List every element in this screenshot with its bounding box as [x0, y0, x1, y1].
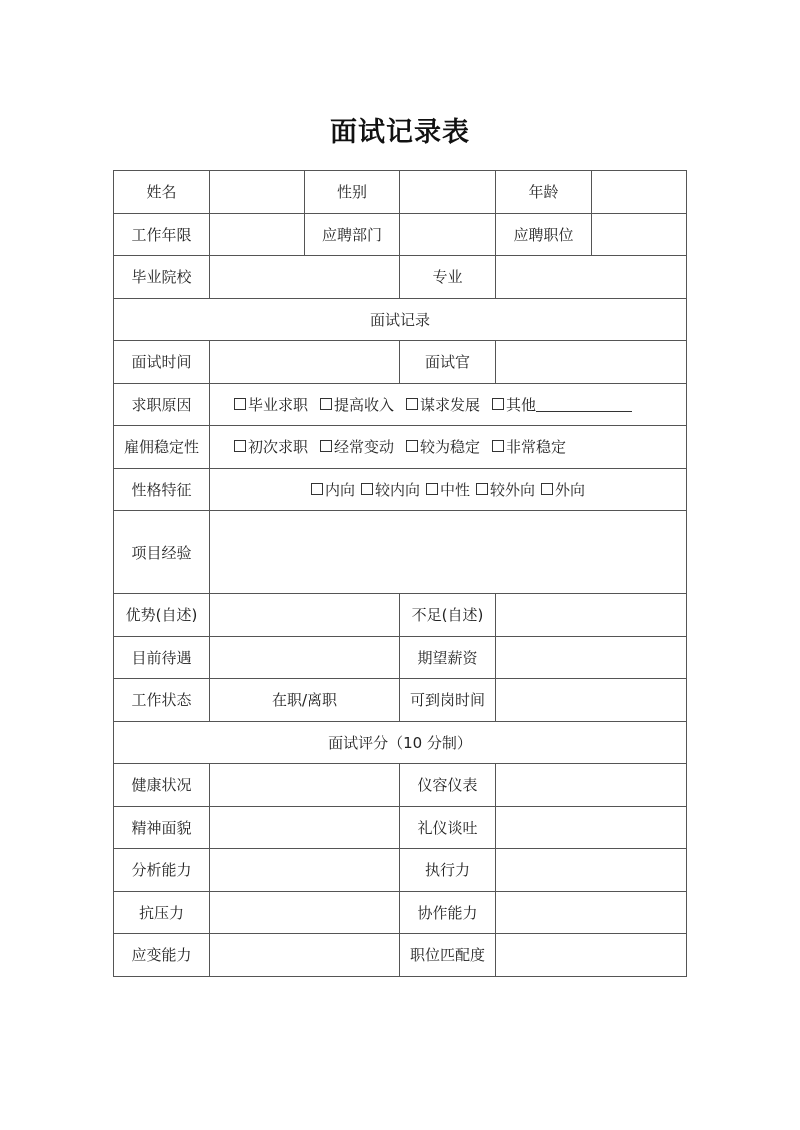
row-score-3: [114, 849, 687, 892]
checkbox[interactable]: [492, 440, 504, 452]
reason-option[interactable]: 提高收入: [320, 394, 394, 415]
record-section-header: 面试记录: [114, 298, 687, 341]
row-strengths: [114, 594, 687, 637]
interviewer-label: 面试官: [400, 341, 496, 384]
weaknesses-field[interactable]: [496, 594, 687, 637]
row-work-status: [114, 679, 687, 722]
checkbox[interactable]: [426, 483, 438, 495]
row-project-experience: [114, 511, 687, 594]
reason-option[interactable]: 毕业求职: [234, 394, 308, 415]
row-personality: [114, 468, 687, 511]
personality-label: 性格特征: [114, 468, 210, 511]
manners-score-field[interactable]: [496, 806, 687, 849]
current-pay-field[interactable]: [210, 636, 400, 679]
age-field[interactable]: [592, 171, 687, 214]
row-score-5: [114, 934, 687, 977]
reason-option[interactable]: 其他: [492, 394, 632, 415]
analysis-score-field[interactable]: [210, 849, 400, 892]
department-label: 应聘部门: [305, 213, 400, 256]
school-field[interactable]: [210, 256, 400, 299]
weaknesses-label: 不足(自述): [400, 594, 496, 637]
interviewer-field[interactable]: [496, 341, 687, 384]
stress-score-field[interactable]: [210, 891, 400, 934]
execution-label: 执行力: [400, 849, 496, 892]
gender-field[interactable]: [400, 171, 496, 214]
checkbox[interactable]: [234, 398, 246, 410]
analysis-label: 分析能力: [114, 849, 210, 892]
row-score-2: [114, 806, 687, 849]
job-match-label: 职位匹配度: [400, 934, 496, 977]
strengths-field[interactable]: [210, 594, 400, 637]
strengths-label: 优势(自述): [114, 594, 210, 637]
stability-label: 雇佣稳定性: [114, 426, 210, 469]
row-basic-1: [114, 171, 687, 214]
major-label: 专业: [400, 256, 496, 299]
checkbox[interactable]: [320, 440, 332, 452]
row-score-1: [114, 764, 687, 807]
personality-option[interactable]: 内向: [311, 479, 355, 500]
reason-option[interactable]: 谋求发展: [406, 394, 480, 415]
row-reason: [114, 383, 687, 426]
row-stability: [114, 426, 687, 469]
stability-option[interactable]: 非常稳定: [492, 436, 566, 457]
stability-options: [210, 426, 687, 469]
position-label: 应聘职位: [496, 213, 592, 256]
adaptability-label: 应变能力: [114, 934, 210, 977]
health-score-field[interactable]: [210, 764, 400, 807]
work-years-field[interactable]: [210, 213, 305, 256]
execution-score-field[interactable]: [496, 849, 687, 892]
project-experience-label: 项目经验: [114, 511, 210, 594]
available-date-label: 可到岗时间: [400, 679, 496, 722]
collaboration-score-field[interactable]: [496, 891, 687, 934]
checkbox[interactable]: [361, 483, 373, 495]
page-title: 面试记录表: [330, 117, 470, 148]
work-status-label: 工作状态: [114, 679, 210, 722]
checkbox[interactable]: [311, 483, 323, 495]
health-label: 健康状况: [114, 764, 210, 807]
row-score-4: [114, 891, 687, 934]
major-field[interactable]: [496, 256, 687, 299]
checkbox[interactable]: [234, 440, 246, 452]
checkbox[interactable]: [541, 483, 553, 495]
spirit-score-field[interactable]: [210, 806, 400, 849]
stress-label: 抗压力: [114, 891, 210, 934]
project-experience-field[interactable]: [210, 511, 687, 594]
expected-salary-field[interactable]: [496, 636, 687, 679]
stability-option[interactable]: 初次求职: [234, 436, 308, 457]
current-pay-label: 目前待遇: [114, 636, 210, 679]
manners-label: 礼仪谈吐: [400, 806, 496, 849]
row-interview-time: [114, 341, 687, 384]
appearance-score-field[interactable]: [496, 764, 687, 807]
available-date-field[interactable]: [496, 679, 687, 722]
expected-salary-label: 期望薪资: [400, 636, 496, 679]
personality-options: [210, 468, 687, 511]
work-years-label: 工作年限: [114, 213, 210, 256]
row-record-section: [114, 298, 687, 341]
personality-option[interactable]: 较外向: [476, 479, 535, 500]
spirit-label: 精神面貌: [114, 806, 210, 849]
checkbox[interactable]: [476, 483, 488, 495]
job-match-score-field[interactable]: [496, 934, 687, 977]
stability-option[interactable]: 较为稳定: [406, 436, 480, 457]
position-field[interactable]: [592, 213, 687, 256]
stability-option[interactable]: 经常变动: [320, 436, 394, 457]
gender-label: 性别: [305, 171, 400, 214]
interview-time-field[interactable]: [210, 341, 400, 384]
checkbox[interactable]: [406, 440, 418, 452]
personality-option[interactable]: 外向: [541, 479, 585, 500]
reason-label: 求职原因: [114, 383, 210, 426]
score-section-header: 面试评分（10 分制）: [114, 721, 687, 764]
name-label: 姓名: [114, 171, 210, 214]
personality-option[interactable]: 较内向: [361, 479, 420, 500]
row-basic-2: [114, 213, 687, 256]
name-field[interactable]: [210, 171, 305, 214]
row-score-section: [114, 721, 687, 764]
checkbox[interactable]: [492, 398, 504, 410]
checkbox[interactable]: [406, 398, 418, 410]
reason-options: [210, 383, 687, 426]
row-basic-3: [114, 256, 687, 299]
department-field[interactable]: [400, 213, 496, 256]
school-label: 毕业院校: [114, 256, 210, 299]
interview-time-label: 面试时间: [114, 341, 210, 384]
row-pay: [114, 636, 687, 679]
interview-record-table: [113, 170, 687, 977]
work-status-value[interactable]: 在职/离职: [210, 679, 400, 722]
checkbox[interactable]: [320, 398, 332, 410]
age-label: 年龄: [496, 171, 592, 214]
other-reason-blank[interactable]: [536, 396, 632, 412]
collaboration-label: 协作能力: [400, 891, 496, 934]
personality-option[interactable]: 中性: [426, 479, 470, 500]
adaptability-score-field[interactable]: [210, 934, 400, 977]
appearance-label: 仪容仪表: [400, 764, 496, 807]
